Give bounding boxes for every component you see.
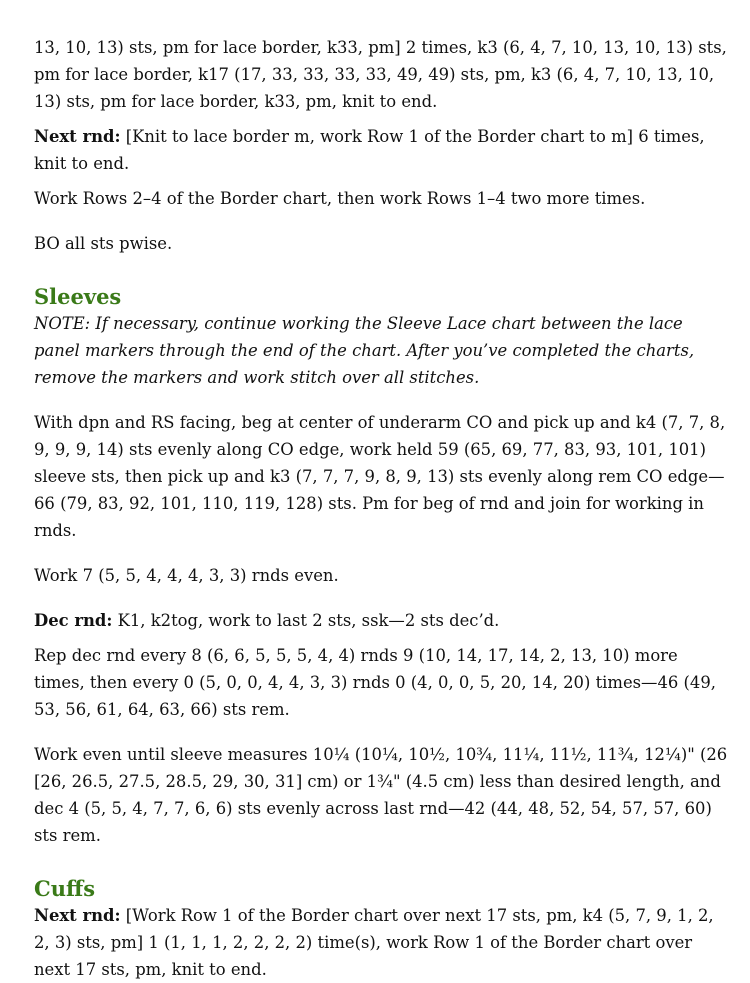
sleeve-length-paragraph: Work even until sleeve measures 10¼ (10¼, 10½, 10¾, 11¼, 11½, 11¾, 12¼)" (26 [26, 26.5, 27.5, 28.5, 29, 30, 31] cm) or 1¾" (4.5 cm) less than desired length, and dec 4 (5, 5, 4, 7, 7, 6, 6) sts evenly across last rnd—42 (44, 48, 52, 54, 57, 57, 60) sts rem. xyxy=(34,745,728,845)
cuffs-heading: Cuffs xyxy=(34,876,96,901)
work-even-paragraph: Work 7 (5, 5, 4, 4, 4, 3, 3) rnds even. xyxy=(34,566,339,585)
dec-rnd-text: K1, k2tog, work to last 2 sts, ssk—2 sts dec’d. xyxy=(112,611,500,630)
cuffs-next-rnd-paragraph xyxy=(34,902,730,983)
intro-paragraph: 13, 10, 13) sts, pm for lace border, k33, pm] 2 times, k3 (6, 4, 7, 10, 13, 10, 13) sts, pm for lace border, k17 (17, 33, 33, 33, 33, 49, 49) sts, pm, k3 (6, 4, 7, 10, 13, 10, 13) sts, pm for lace border, k33, pm, knit to end. xyxy=(34,38,727,111)
cuffs-next-rnd-text: [Work Row 1 of the Border chart over next 17 sts, pm, k4 (5, 7, 9, 1, 2, 2, 3) sts, pm] 1 (1, 1, 1, 2, 2, 2, 2) time(s), work Row 1 of the Border chart over next 17 sts, pm, knit to end. xyxy=(34,906,714,979)
next-rnd-text: [Knit to lace border m, work Row 1 of the Border chart to m] 6 times, knit to end. xyxy=(34,127,705,173)
dec-rnd-paragraph xyxy=(34,607,730,634)
rep-dec-paragraph: Rep dec rnd every 8 (6, 6, 5, 5, 5, 4, 4) rnds 9 (10, 14, 17, 14, 2, 13, 10) more times, then every 0 (5, 0, 0, 4, 4, 3, 3) rnds 0 (4, 0, 0, 5, 20, 14, 20) times—46 (49, 53, 56, 61, 64, 63, 66) sts rem. xyxy=(34,646,716,719)
bind-off-paragraph: BO all sts pwise. xyxy=(34,234,173,253)
dec-rnd-label: Dec rnd: xyxy=(34,611,113,630)
work-rows-paragraph: Work Rows 2–4 of the Border chart, then work Rows 1–4 two more times. xyxy=(34,189,646,208)
sleeves-heading: Sleeves xyxy=(34,284,122,309)
pick-up-paragraph: With dpn and RS facing, beg at center of underarm CO and pick up and k4 (7, 7, 8, 9, 9, 9, 14) sts evenly along CO edge, work held 59 (65, 69, 77, 83, 93, 101, 101) sleeve sts, then pick up and k3 (7, 7, 7, 9, 8, 9, 13) sts evenly along rem CO edge—66 (79, 83, 92, 101, 110, 119, 128) sts. Pm for beg of rnd and join for working in rnds. xyxy=(34,413,726,540)
next-rnd-paragraph xyxy=(34,123,730,177)
sleeves-note: NOTE: If necessary, continue working the Sleeve Lace chart between the lace panel markers through the end of the chart. After you’ve completed the charts, remove the markers and work stitch over all stitches. xyxy=(34,314,695,387)
cuffs-next-rnd-label: Next rnd: xyxy=(34,906,121,925)
next-rnd-label: Next rnd: xyxy=(34,127,121,146)
